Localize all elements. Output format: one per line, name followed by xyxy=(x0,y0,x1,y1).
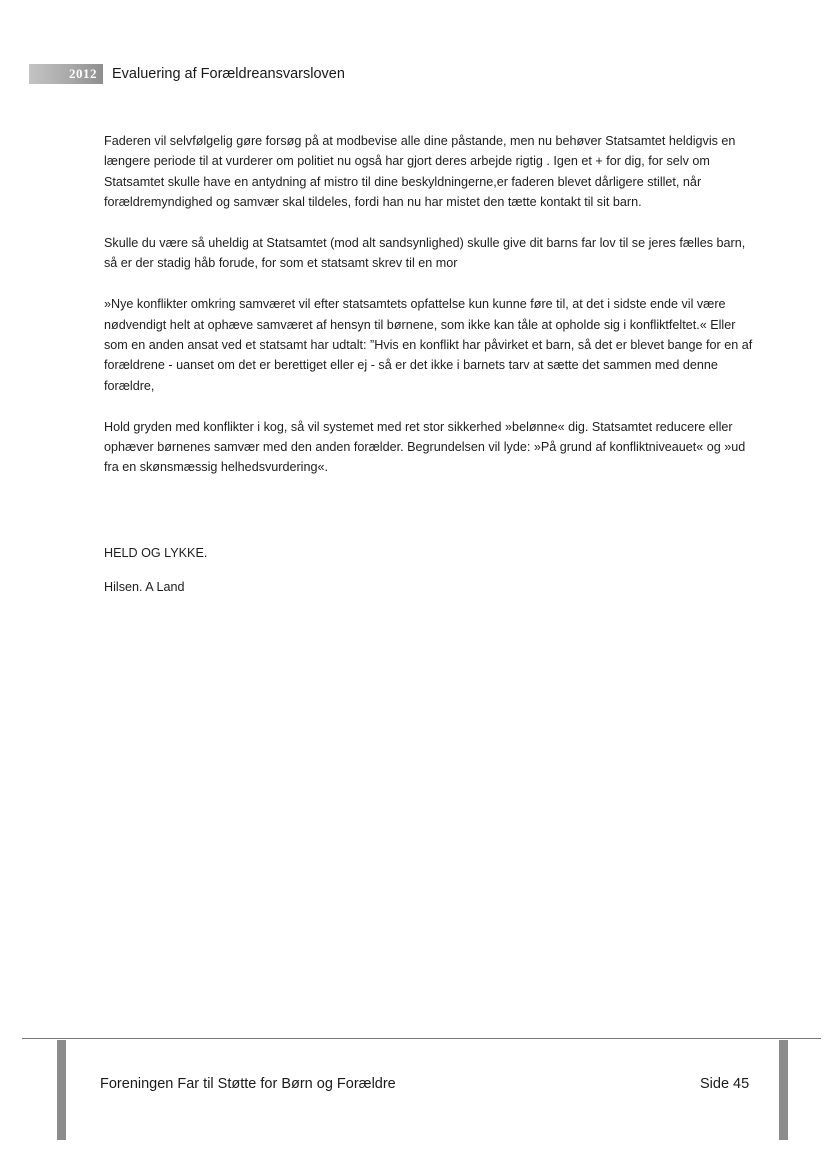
closing-block xyxy=(104,543,207,597)
body-text xyxy=(104,131,754,498)
paragraph-2: Skulle du være så uheldig at Statsamtet (mod alt sandsynlighed) skulle give dit barns far lov til se jeres fælles barn, så er der stadig håb forude, for som et statsamt skrev til en mor xyxy=(104,236,746,271)
paragraph-1: Faderen vil selvfølgelig gøre forsøg på at modbevise alle dine påstande, men nu behøver Statsamtet heldigvis en længere periode til at vurderer om politiet nu også har gjort deres arbejde rigtig . Igen et + for dig, for selv om Statsamtet skulle have en antydning af mistro til dine beskyldningerne,er faderen blevet dårligere stillet, når forældremyndighed og samvær skal tildeles, fordi han nu har mistet den tætte kontakt til sit barn. xyxy=(104,134,736,210)
footer-organization: Foreningen Far til Støtte for Børn og Forældre xyxy=(100,1076,396,1092)
footer-left-bar xyxy=(57,1040,66,1140)
year-badge: 2012 xyxy=(29,64,103,84)
page-number: Side 45 xyxy=(700,1076,750,1092)
paragraph-4: Hold gryden med konflikter i kog, så vil systemet med ret stor sikkerhed »belønne« dig. Statsamtet reducere eller ophæver børnenes samvær med den anden forælder. Begrundelsen vil lyde: »På grund af konfliktniveauet« og »ud fra en skønsmæssig helhedsvurdering«. xyxy=(104,419,746,475)
footer-divider xyxy=(22,1038,821,1039)
paragraph-3: »Nye konflikter omkring samværet vil efter statsamtets opfattelse kun kunne føre til, at det i sidste ende vil være nødvendigt helt at ophæve samværet af hensyn til børnene, som ikke kan tåle at opholde sig i konfliktfeltet.« Eller som en anden ansat ved et statsamt har udtalt: ”Hvis en konflikt har påvirket et barn, så det er blevet bange for en af forældrene - uanset om det er berettiget eller ej - så er det ikke i barnets tarv at sætte det sammen med denne forældre, xyxy=(104,297,753,393)
page-header xyxy=(29,63,345,85)
signature: Hilsen. A Land xyxy=(104,580,185,594)
document-title: Evaluering af Forældreansvarsloven xyxy=(112,66,345,82)
footer-right-bar xyxy=(779,1040,788,1140)
closing-greeting: HELD OG LYKKE. xyxy=(104,546,208,560)
